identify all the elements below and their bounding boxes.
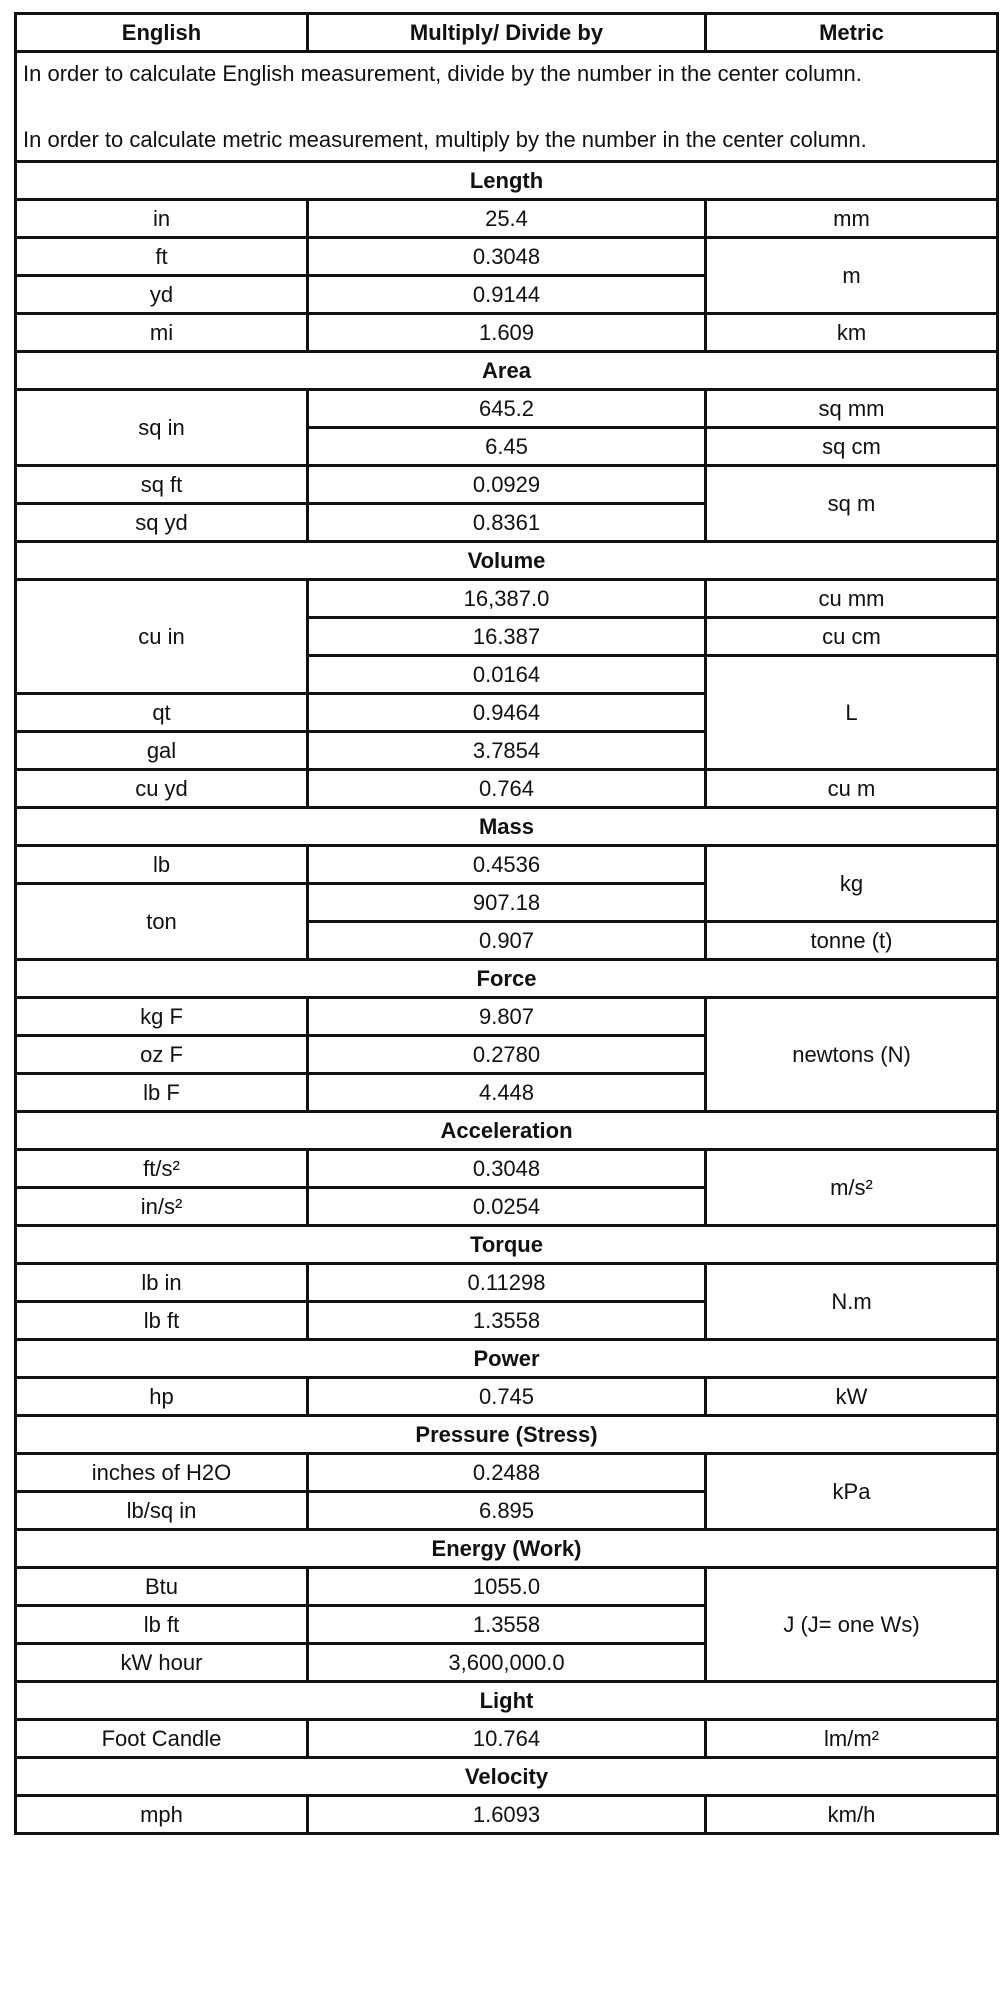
conversion-factor: 0.907 xyxy=(308,922,706,960)
table-row xyxy=(16,1454,998,1492)
table-row xyxy=(16,1378,998,1416)
english-unit: hp xyxy=(16,1378,308,1416)
table-row xyxy=(16,314,998,352)
metric-unit: m/s² xyxy=(706,1150,998,1226)
section-title-torque: Torque xyxy=(16,1226,998,1264)
header-row xyxy=(16,14,998,52)
english-unit: kW hour xyxy=(16,1644,308,1682)
conversion-factor: 1.609 xyxy=(308,314,706,352)
header-english: English xyxy=(16,14,308,52)
english-unit: lb in xyxy=(16,1264,308,1302)
table-row xyxy=(16,770,998,808)
conversion-factor: 1.6093 xyxy=(308,1796,706,1834)
metric-unit: J (J= one Ws) xyxy=(706,1568,998,1682)
metric-unit: newtons (N) xyxy=(706,998,998,1112)
conversion-factor: 0.2780 xyxy=(308,1036,706,1074)
english-unit: inches of H2O xyxy=(16,1454,308,1492)
english-unit: Btu xyxy=(16,1568,308,1606)
conversion-factor: 907.18 xyxy=(308,884,706,922)
english-unit: mph xyxy=(16,1796,308,1834)
conversion-factor: 0.4536 xyxy=(308,846,706,884)
section-title-pressure: Pressure (Stress) xyxy=(16,1416,998,1454)
english-unit: lb F xyxy=(16,1074,308,1112)
section-row xyxy=(16,1682,998,1720)
table-row xyxy=(16,466,998,504)
metric-unit: m xyxy=(706,238,998,314)
conversion-factor: 3.7854 xyxy=(308,732,706,770)
table-row xyxy=(16,846,998,884)
table-row xyxy=(16,1720,998,1758)
section-title-energy: Energy (Work) xyxy=(16,1530,998,1568)
conversion-factor: 1.3558 xyxy=(308,1302,706,1340)
conversion-factor: 0.2488 xyxy=(308,1454,706,1492)
conversion-factor: 0.9144 xyxy=(308,276,706,314)
english-unit: lb/sq in xyxy=(16,1492,308,1530)
conversion-factor: 0.0164 xyxy=(308,656,706,694)
conversion-factor: 4.448 xyxy=(308,1074,706,1112)
english-unit: in xyxy=(16,200,308,238)
metric-unit: cu cm xyxy=(706,618,998,656)
conversion-factor: 645.2 xyxy=(308,390,706,428)
conversion-factor: 0.0929 xyxy=(308,466,706,504)
section-title-power: Power xyxy=(16,1340,998,1378)
english-unit: in/s² xyxy=(16,1188,308,1226)
section-title-light: Light xyxy=(16,1682,998,1720)
english-unit: ton xyxy=(16,884,308,960)
english-unit: Foot Candle xyxy=(16,1720,308,1758)
english-unit: cu in xyxy=(16,580,308,694)
english-unit: lb xyxy=(16,846,308,884)
metric-unit: mm xyxy=(706,200,998,238)
header-factor: Multiply/ Divide by xyxy=(308,14,706,52)
table-row xyxy=(16,238,998,276)
section-row xyxy=(16,960,998,998)
table-row xyxy=(16,1264,998,1302)
metric-unit: sq cm xyxy=(706,428,998,466)
metric-unit: sq m xyxy=(706,466,998,542)
section-title-acceleration: Acceleration xyxy=(16,1112,998,1150)
metric-unit: sq mm xyxy=(706,390,998,428)
conversion-factor: 1.3558 xyxy=(308,1606,706,1644)
conversion-factor: 0.11298 xyxy=(308,1264,706,1302)
metric-unit: km/h xyxy=(706,1796,998,1834)
section-row xyxy=(16,1416,998,1454)
english-unit: lb ft xyxy=(16,1302,308,1340)
english-unit: gal xyxy=(16,732,308,770)
english-unit: lb ft xyxy=(16,1606,308,1644)
conversion-factor: 16.387 xyxy=(308,618,706,656)
metric-unit: cu mm xyxy=(706,580,998,618)
english-unit: cu yd xyxy=(16,770,308,808)
metric-unit: lm/m² xyxy=(706,1720,998,1758)
conversion-factor: 3,600,000.0 xyxy=(308,1644,706,1682)
conversion-factor: 0.764 xyxy=(308,770,706,808)
conversion-factor: 0.3048 xyxy=(308,238,706,276)
metric-unit: kPa xyxy=(706,1454,998,1530)
section-row xyxy=(16,1226,998,1264)
metric-unit: km xyxy=(706,314,998,352)
conversion-factor: 25.4 xyxy=(308,200,706,238)
metric-unit: cu m xyxy=(706,770,998,808)
section-row xyxy=(16,542,998,580)
english-unit: ft/s² xyxy=(16,1150,308,1188)
intro-cell xyxy=(16,52,998,162)
metric-unit: kW xyxy=(706,1378,998,1416)
section-row xyxy=(16,1340,998,1378)
section-title-length: Length xyxy=(16,162,998,200)
intro-english-note: In order to calculate English measurement, divide by the number in the center column. xyxy=(23,61,862,86)
section-row xyxy=(16,808,998,846)
conversion-factor: 10.764 xyxy=(308,1720,706,1758)
section-row xyxy=(16,1530,998,1568)
intro-row xyxy=(16,52,998,162)
conversion-factor: 1055.0 xyxy=(308,1568,706,1606)
conversion-factor: 6.895 xyxy=(308,1492,706,1530)
english-unit: mi xyxy=(16,314,308,352)
english-unit: yd xyxy=(16,276,308,314)
section-row xyxy=(16,1758,998,1796)
english-unit: sq ft xyxy=(16,466,308,504)
table-row xyxy=(16,1150,998,1188)
conversion-factor: 6.45 xyxy=(308,428,706,466)
intro-metric-note: In order to calculate metric measurement, multiply by the number in the center column. xyxy=(23,127,867,152)
metric-unit: L xyxy=(706,656,998,770)
table-row xyxy=(16,1568,998,1606)
section-title-volume: Volume xyxy=(16,542,998,580)
table-row xyxy=(16,390,998,428)
english-unit: kg F xyxy=(16,998,308,1036)
header-metric: Metric xyxy=(706,14,998,52)
conversion-factor: 0.8361 xyxy=(308,504,706,542)
section-title-mass: Mass xyxy=(16,808,998,846)
conversion-factor: 9.807 xyxy=(308,998,706,1036)
conversion-factor: 0.9464 xyxy=(308,694,706,732)
conversion-factor: 0.745 xyxy=(308,1378,706,1416)
english-unit: sq yd xyxy=(16,504,308,542)
table-row xyxy=(16,200,998,238)
metric-unit: N.m xyxy=(706,1264,998,1340)
metric-unit: kg xyxy=(706,846,998,922)
english-unit: ft xyxy=(16,238,308,276)
section-row xyxy=(16,1112,998,1150)
section-row xyxy=(16,352,998,390)
section-title-force: Force xyxy=(16,960,998,998)
conversion-factor: 0.0254 xyxy=(308,1188,706,1226)
conversion-table xyxy=(14,12,999,1835)
english-unit: sq in xyxy=(16,390,308,466)
section-title-velocity: Velocity xyxy=(16,1758,998,1796)
section-row xyxy=(16,162,998,200)
conversion-factor: 16,387.0 xyxy=(308,580,706,618)
english-unit: qt xyxy=(16,694,308,732)
table-row xyxy=(16,1796,998,1834)
table-row xyxy=(16,580,998,618)
english-unit: oz F xyxy=(16,1036,308,1074)
section-title-area: Area xyxy=(16,352,998,390)
table-row xyxy=(16,998,998,1036)
conversion-factor: 0.3048 xyxy=(308,1150,706,1188)
intro-spacer xyxy=(23,90,990,123)
metric-unit: tonne (t) xyxy=(706,922,998,960)
